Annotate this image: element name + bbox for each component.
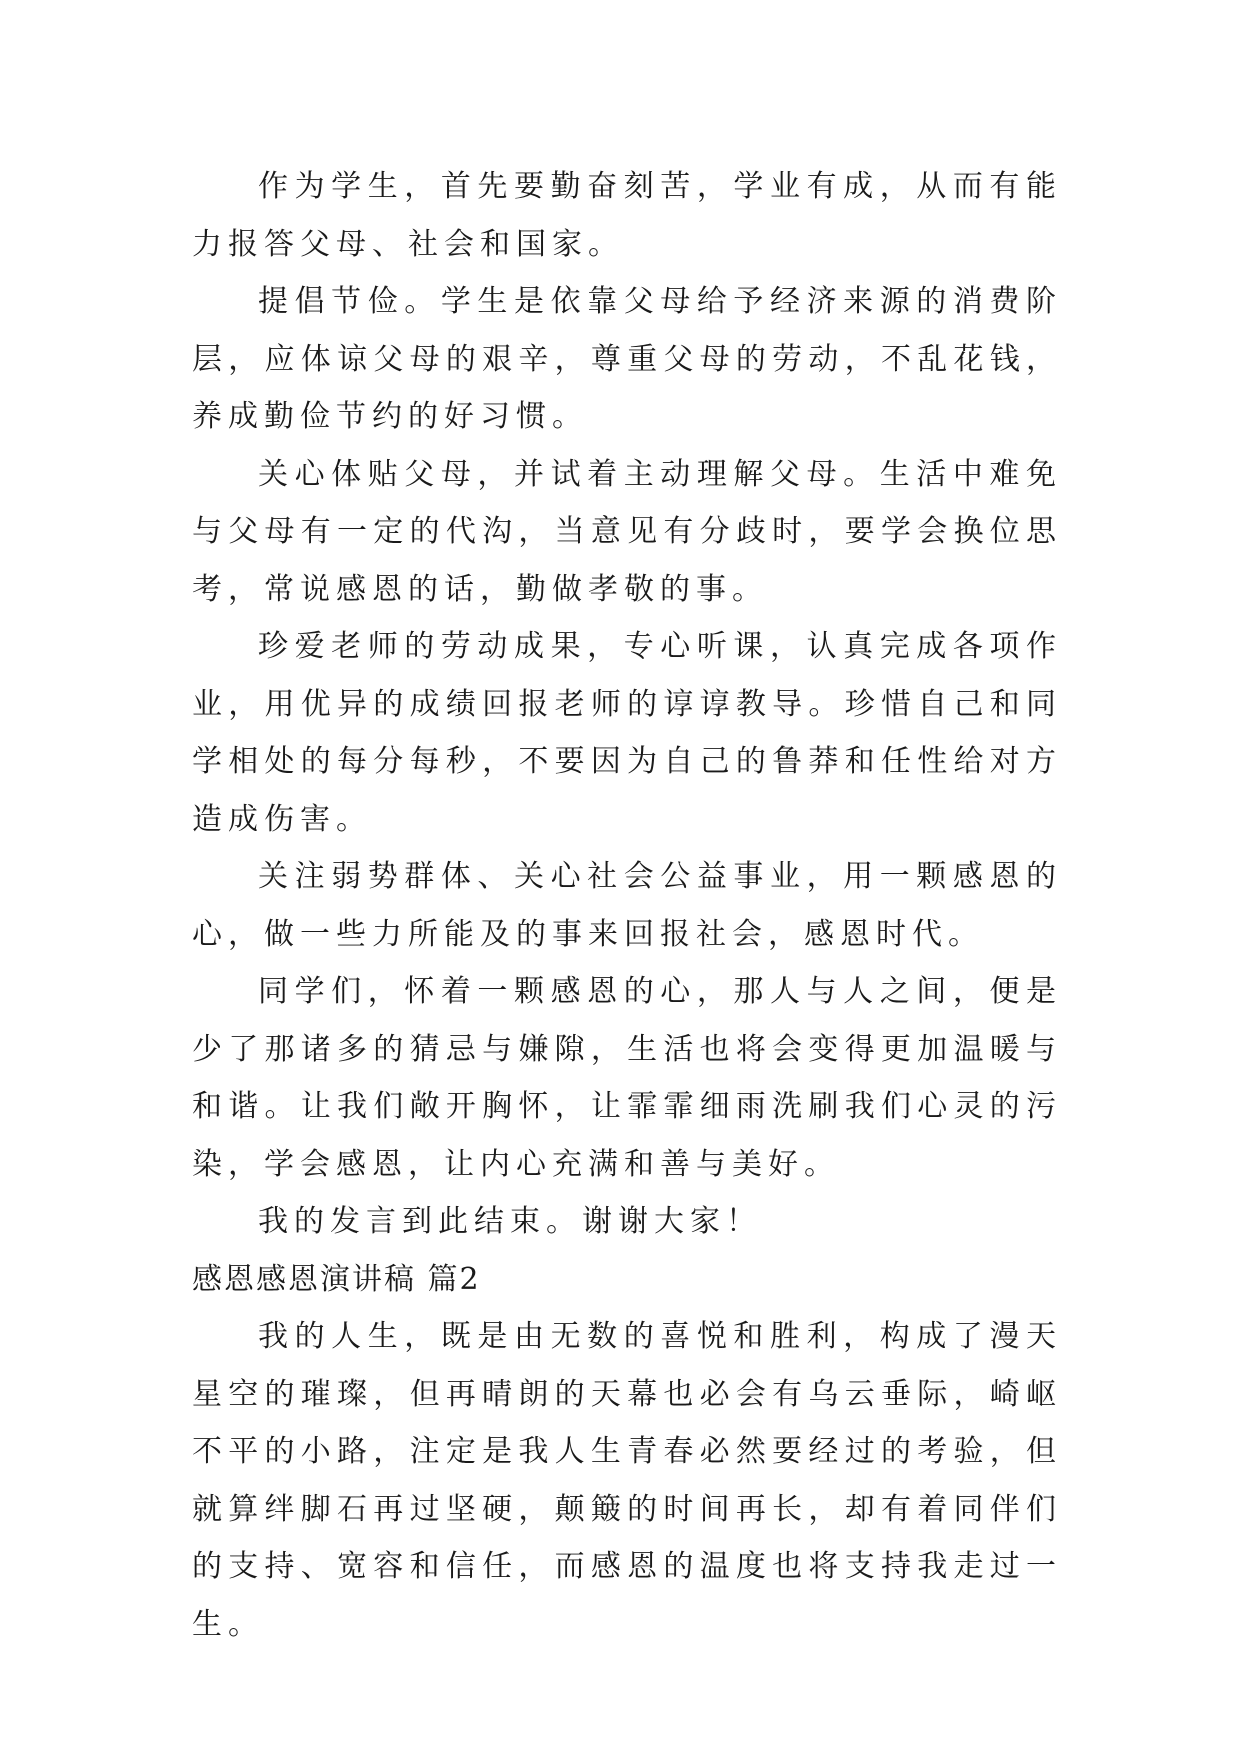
paragraph-respect-teachers: 珍爱老师的劳动成果，专心听课，认真完成各项作业，用优异的成绩回报老师的谆谆教导。珍惜自己和同学相处的每分每秒，不要因为自己的鲁莽和任性给对方造成伤害。 (192, 629, 1062, 837)
paragraph-public-welfare: 关注弱势群体、关心社会公益事业，用一颗感恩的心，做一些力所能及的事来回报社会，感恩时代。 (192, 859, 1062, 952)
section-heading: 感恩感恩演讲稿 篇2 (192, 1261, 481, 1297)
paragraph-thrift: 提倡节俭。学生是依靠父母给予经济来源的消费阶层，应体谅父母的艰辛，尊重父母的劳动，不乱花钱，养成勤俭节约的好习惯。 (192, 284, 1062, 434)
paragraph-closing: 我的发言到此结束。谢谢大家！ (258, 1204, 762, 1239)
document-body (192, 158, 1062, 1653)
paragraph-care-parents: 关心体贴父母，并试着主动理解父母。生活中难免与父母有一定的代沟，当意见有分歧时，要学会换位思考，常说感恩的话，勤做孝敬的事。 (192, 456, 1062, 607)
paragraph-grateful-heart: 同学们，怀着一颗感恩的心，那人与人之间，便是少了那诸多的猜忌与嫌隙，生活也将会变得更加温暖与和谐。让我们敞开胸怀，让霏霏细雨洗刷我们心灵的污染，学会感恩，让内心充满和善与美好。 (192, 974, 1062, 1182)
paragraph-study-hard: 作为学生，首先要勤奋刻苦，学业有成，从而有能力报答父母、社会和国家。 (192, 169, 1062, 262)
paragraph-my-life: 我的人生，既是由无数的喜悦和胜利，构成了漫天星空的璀璨，但再晴朗的天幕也必会有乌云垂际，崎岖不平的小路，注定是我人生青春必然要经过的考验，但就算绊脚石再过坚硬，颠簸的时间再长，却有着同伴们的支持、宽容和信任，而感恩的温度也将支持我走过一生。 (192, 1319, 1062, 1642)
